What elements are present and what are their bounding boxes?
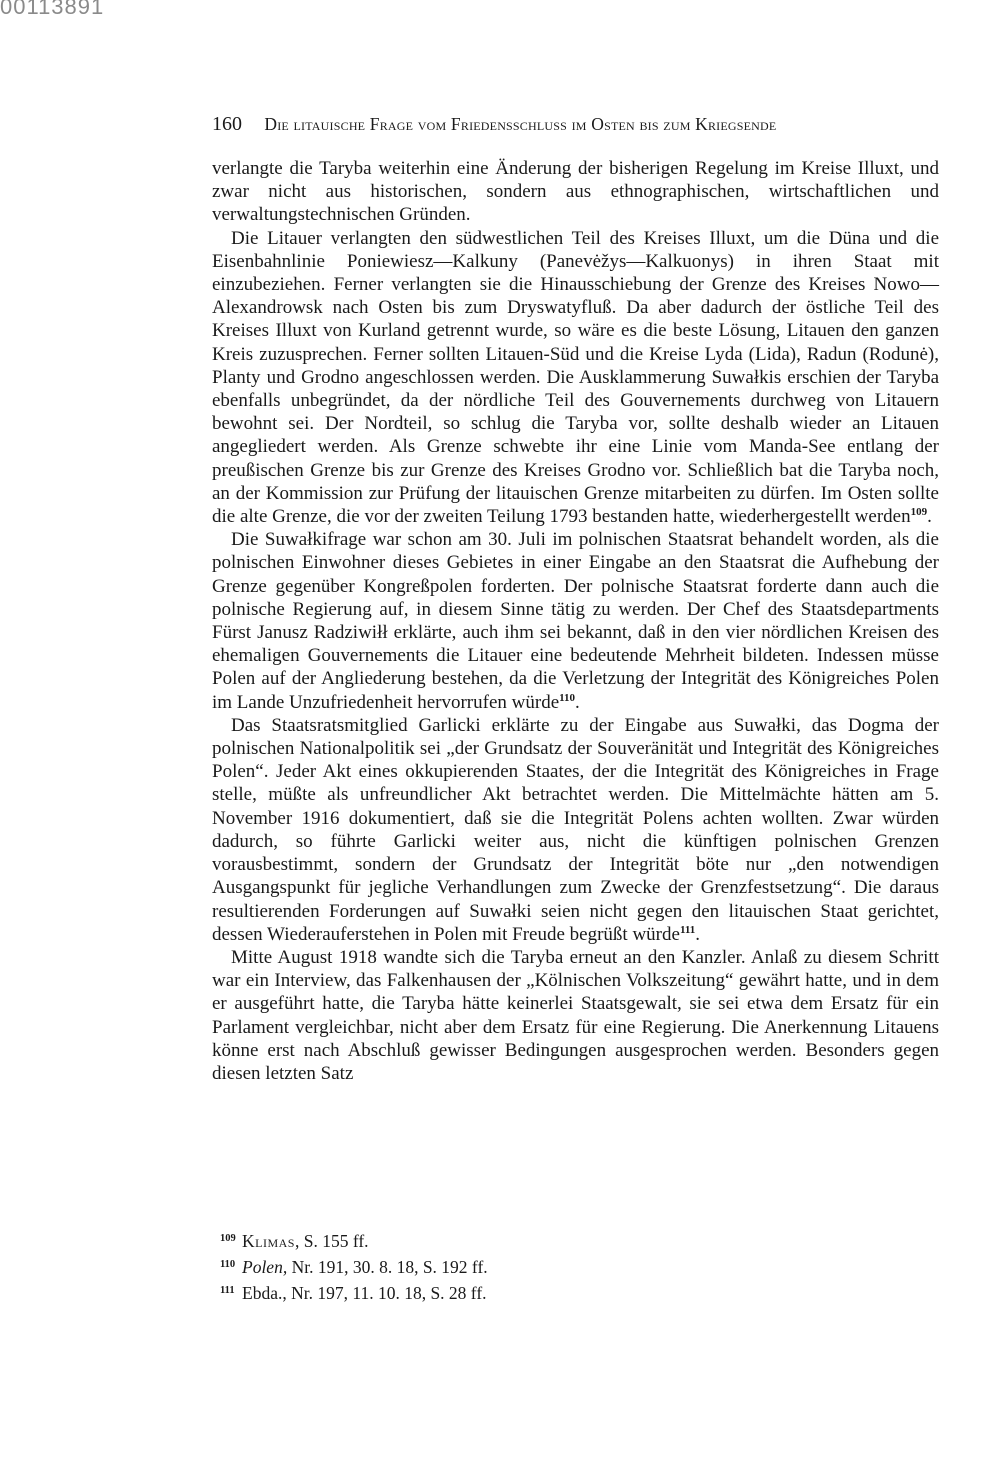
paragraph-text: Die Litauer verlangten den südwestlichen Teil des Kreises Illuxt, um die Düna und die Eisenbahnlinie Poniewiesz—Kalkuny (Panevėžys—Kalkuonys) in ihren Staat mit einzubeziehen. Ferner verlangten sie die Hinausschiebung der Grenze des Kreises Nowo—Alexandrowsk nach Osten bis zum Dryswatyfluß. Da aber dadurch der östliche Teil des Kreises Illuxt von Kurland getrennt wurde, so wäre es die beste Lösung, Litauen den ganzen Kreis zuzusprechen. Ferner sollten Litauen-Süd und die Kreise Lyda (Lida), Radun (Rodunė), Planty und Grodno angeschlossen werden. Die Ausklammerung Suwałkis erschien der Taryba ebenfalls unbegründet, da der nördliche Teil des Gouvernements durchweg von Litauern bewohnt sei. Der Nordteil, so schlug die Taryba vor, sollte deshalb wieder an Litauen angegliedert werden. Als Grenze schwebte ihr eine Linie vom Manda-See entlang der preußischen Grenze bis zur Grenze des Kreises Grodno vor. Schließlich bat die Taryba noch, an der Kommission zur Prüfung der litauischen Grenze mitarbeiten zu dürfen. Im Osten sollte die alte Grenze, die vor der zweiten Teilung 1793 bestanden hatte, wiederhergestellt werden xyxy=(212,227,939,528)
paragraph xyxy=(212,946,939,1085)
footnotes xyxy=(220,1227,920,1305)
footnote xyxy=(220,1227,920,1253)
paragraph-text: Mitte August 1918 wandte sich die Taryba erneut an den Kanzler. Anlaß zu diesem Schritt war ein Interview, das Falkenhausen der „Kölnischen Volkszeitung“ gewährt hatte, und in dem er ausgeführt hatte, die Taryba hätte keinerlei Staatsgewalt, sie sei etwa dem Ersatz für ein Parlament vergleichbar, nicht aber dem Ersatz für eine Regierung. Die Anerkennung Litauens könne erst nach Abschluß gewisser Bedingungen ausgesprochen werden. Besonders gegen diesen letzten Satz xyxy=(212,946,939,1084)
footnote-reference: 111 xyxy=(679,923,696,936)
paragraph: Das Staatsratsmitglied Garlicki erklärte zu der Eingabe aus Suwałki, das Dogma der polnischen Nationalpolitik sei „der Grundsatz der Souveränität und Integrität des Königreiches Polen“. Jeder Akt eines okkupierenden Staates, der die Integrität des Königreiches in Frage stelle, müßte als unfreundlicher Akt betrachtet werden. Die Mittelmächte hätten am 5. November 1916 dokumentiert, daß sie die Integrität Polens achten wollten. Zwar würden dadurch, so führte Garlicki weiter aus, nicht die künftigen polnischen Grenzen vorausbestimmt, sondern der Grundsatz der Integrität böte nur „den notwendigen Ausgangspunkt für jegliche Verhandlungen zum Zwecke der Grenzfestsetzung“. Die daraus resultierenden Forderungen auf Suwałki seien nicht gegen den litauischen Staat gerichtet, dessen Wiederauferstehen in Polen mit Freude begrüßt würde$^{111}$. xyxy=(212,714,939,945)
footnote-citation: Nr. 197, 11. 10. 18, S. 28 ff. xyxy=(286,1283,487,1303)
page-number: 160 xyxy=(212,113,242,135)
footnote-number: 110 xyxy=(220,1259,236,1270)
footnote xyxy=(220,1253,920,1279)
page-header xyxy=(212,112,942,136)
paragraph-text: verlangte die Taryba weiterhin eine Änderung der bisherigen Regelung im Kreise Illuxt, und zwar nicht aus historischen, sondern aus ethnographischen, wirtschaftlichen und verwaltungstechnischen Gründen. xyxy=(212,158,939,226)
paragraph: Die Suwałkifrage war schon am 30. Juli im polnischen Staatsrat behandelt worden, als die polnischen Einwohner dieses Gebietes in einer Eingabe an den Staatsrat die Aufhebung der Grenze gegenüber Kongreßpolen forderten. Der polnische Staatsrat forderte dann auch die polnische Regierung auf, in diesem Sinne tätig zu werden. Der Chef des Staatsdepartments Fürst Janusz Radziwiłł erklärte, auch ihm sei bekannt, daß in den vier nördlichen Kreisen des ehemaligen Gouvernements die Litauer eine bedeutende Mehrheit bildeten. Indessen müsse Polen auf der Angliederung bestehen, da die Verletzung der Integrität des Königreiches Polen im Lande Unzufriedenheit hervorrufen würde$^{110}$. xyxy=(212,529,939,713)
footnote-citation: , S. 155 ff. xyxy=(294,1231,369,1251)
footnote-reference: 110 xyxy=(559,691,576,704)
paragraph: Die Litauer verlangten den südwestlichen Teil des Kreises Illuxt, um die Düna und die Eisenbahnlinie Poniewiesz—Kalkuny (Panevėžys—Kalkuonys) in ihren Staat mit einzubeziehen. Ferner verlangten sie die Hinausschiebung der Grenze des Kreises Nowo—Alexandrowsk nach Osten bis zum Dryswatyfluß. Da aber dadurch der östliche Teil des Kreises Illuxt von Kurland getrennt wurde, so wäre es die beste Lösung, Litauen den ganzen Kreis zuzusprechen. Ferner sollten Litauen-Süd und die Kreise Lyda (Lida), Radun (Rodunė), Planty und Grodno angeschlossen werden. Die Ausklammerung Suwałkis erschien der Taryba ebenfalls unbegründet, da der nördliche Teil des Gouvernements durchweg von Litauern bewohnt sei. Der Nordteil, so schlug die Taryba vor, sollte deshalb wieder an Litauen angegliedert werden. Als Grenze schwebte ihr eine Linie vom Manda-See entlang der preußischen Grenze bis zur Grenze des Kreises Grodno vor. Schließlich bat die Taryba noch, an der Kommission zur Prüfung der litauischen Grenze mitarbeiten zu dürfen. Im Osten sollte die alte Grenze, die vor der zweiten Teilung 1793 bestanden hatte, wiederhergestellt werden$^{109}$. xyxy=(212,227,939,528)
footnote-source: Klimas xyxy=(242,1231,295,1251)
footnote-number: 111 xyxy=(220,1285,235,1296)
footnote-number: 109 xyxy=(220,1233,236,1244)
footnote-source: Ebda., xyxy=(242,1283,287,1303)
paragraph-text: Die Suwałkifrage war schon am 30. Juli im polnischen Staatsrat behandelt worden, als die polnischen Einwohner dieses Gebietes in einer Eingabe an den Staatsrat die Aufhebung der Grenze gegenüber Kongreßpolen forderten. Der polnische Staatsrat forderte dann auch die polnische Regierung auf, in diesem Sinne tätig zu werden. Der Chef des Staatsdepartments Fürst Janusz Radziwiłł erklärte, auch ihm sei bekannt, daß in den vier nördlichen Kreisen des ehemaligen Gouvernements die Litauer eine bedeutende Mehrheit bildeten. Indessen müsse Polen auf der Angliederung bestehen, da die Verletzung der Integrität des Königreiches Polen im Lande Unzufriedenheit hervorrufen würde xyxy=(212,529,939,713)
footnote xyxy=(220,1279,920,1305)
footnote-source: Polen, xyxy=(242,1257,288,1277)
footnote-reference: 109 xyxy=(910,506,928,519)
body-text xyxy=(212,157,939,1085)
footnote-citation: Nr. 191, 30. 8. 18, S. 192 ff. xyxy=(287,1257,488,1277)
running-head: Die litauische Frage vom Friedensschluss im Osten bis zum Kriegsende xyxy=(264,114,777,134)
scan-id-stamp: 00113891 xyxy=(0,0,105,19)
paragraph-text: Das Staatsratsmitglied Garlicki erklärte zu der Eingabe aus Suwałki, das Dogma der polnischen Nationalpolitik sei „der Grundsatz der Souveränität und Integrität des Königreiches Polen“. Jeder Akt eines okkupierenden Staates, der die Integrität des Königreiches in Frage stelle, müßte als unfreundlicher Akt betrachtet werden. Die Mittelmächte hätten am 5. November 1916 dokumentiert, daß sie die Integrität Polens achten wollten. Zwar würden dadurch, so führte Garlicki weiter aus, nicht die künftigen polnischen Grenzen vorausbestimmt, sondern der Grundsatz der Integrität böte nur „den notwendigen Ausgangspunkt für jegliche Verhandlungen zum Zwecke der Grenzfestsetzung“. Die daraus resultierenden Forderungen auf Suwałki seien nicht gegen den litauischen Staat gerichtet, dessen Wiederauferstehen in Polen mit Freude begrüßt würde xyxy=(212,714,939,945)
paragraph xyxy=(212,157,939,227)
